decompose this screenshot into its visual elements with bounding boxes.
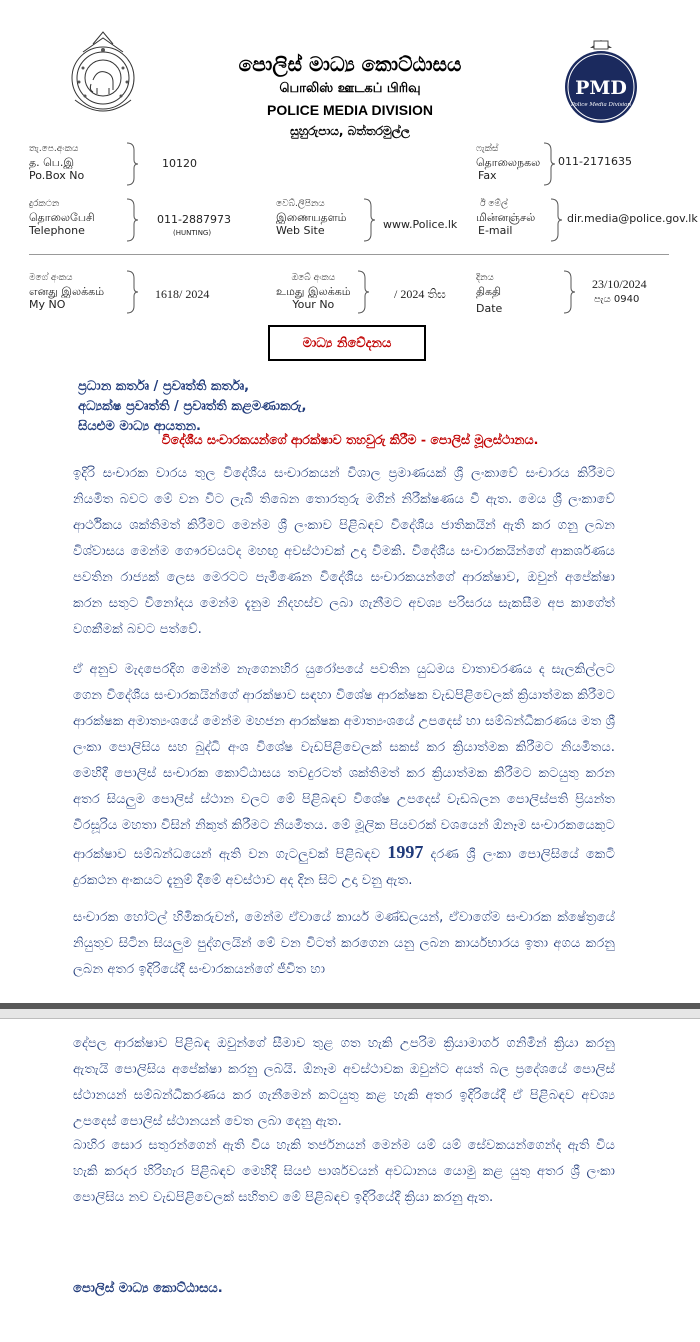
brace-icon: [549, 198, 563, 242]
signature-line: පොලිස් මාධ්‍ය කොට්ඨාසය.: [73, 1281, 223, 1296]
addressee-2: අධ්‍යක්ෂ ප්‍රවෘත්ති / ප්‍රවෘත්ති කළමණාකරු,: [78, 399, 307, 414]
pobox-label-en: Po.Box No: [29, 169, 85, 182]
myno-label-ta: எனது இலக்கம்: [29, 285, 105, 298]
phone-value: 011-2887973: [157, 213, 231, 226]
paragraph-2: [73, 657, 615, 894]
page-break-shadow: [0, 1003, 700, 1009]
phone-note: (HUNTING): [173, 229, 212, 237]
phone-label-en: Telephone: [29, 224, 85, 237]
yourno-value: / 2024 තිඝ: [394, 287, 446, 301]
email-value: dir.media@police.gov.lk: [567, 212, 698, 225]
document-page-2: [0, 1018, 700, 1342]
email-labels: [476, 198, 535, 237]
email-label-ta: மின்னஞ்சல்: [476, 211, 536, 224]
brace-icon: [125, 142, 139, 186]
paragraph-2-text-end: දරණ ශ්‍රී ලංකා පොලිසියේ කෙටි දුරකථන අංකයට දැනුම් දීමේ අවස්ථාව අද දින සිට උදා වනු ඇත.: [73, 847, 615, 888]
yourno-label-en: Your No: [292, 298, 335, 311]
notice-title: මාධ්‍ය නිවේදනය: [302, 335, 392, 351]
phone-label-si: දුරකථන: [29, 199, 60, 209]
pobox-label-ta: த. பெ.இ: [29, 156, 75, 169]
date-label-en: Date: [476, 302, 503, 315]
brace-icon: [562, 270, 576, 314]
web-label-en: Web Site: [276, 224, 325, 237]
pmd-logo-sub: Police Media Division: [570, 102, 632, 108]
brace-icon: [125, 198, 139, 242]
brace-icon: [542, 142, 556, 186]
pobox-label-si: තැ.පෙ.අංකය: [29, 144, 79, 154]
org-name-sinhala: පොලිස් මාධ්‍ය කොට්ඨාසය: [238, 52, 462, 76]
time-value: පැය 0940: [594, 294, 640, 305]
paragraph-4: බාහිර සොර සතුරන්ගෙන් ඇති විය හැකි තර්ජනයන් මෙන්ම යම් යම් සේවකයන්ගෙන්ද ඇති විය හැකි කරදර හිරිහැර පිළිබඳව මෙහිදී සියළු පාර්ශවයන් අවධානය යොමු කළ යුතු අතර ශ්‍රී ලංකා පොලිසිය නව වැඩපිළිවෙලක් සහිතව මේ පිළිබඳව ඉදිරියේදී ක්‍රියා කරනු ඇත.: [73, 1138, 615, 1205]
header-divider: [29, 254, 669, 255]
hotline-number: 1997: [387, 842, 424, 862]
phone-labels: [29, 198, 95, 237]
web-value: www.Police.lk: [383, 218, 458, 231]
fax-label-si: ෆැක්ස්: [476, 144, 499, 154]
date-labels: [476, 272, 502, 315]
paragraph-2-text: ඒ අනුව මැදපෙරදිග මෙන්ම නැගෙනහිර යුරෝපයේ පවතින යුධමය වාතාවරණය ද සැලකිල්ලට ගෙන විදේශීය සංචාරකයින්ගේ ආරක්ෂාව සඳහා විශේෂ ආරක්ෂක වැඩපිළිවෙලක් ක්‍රියාත්මක කිරීමට ආරක්ෂක අමාත්‍යංශයේ මෙන්ම මහජන ආරක්ෂක අමාත්‍යංශයේ උපදෙස් හා සම්බන්ධීකරණය මත ශ්‍රී ලංකා පොලිසිය සහ බුද්ධි අංශ විශේෂ වැඩපිළිවෙලක් සකස් කර ක්‍රියාත්මක කිරීමට නියමිතය. මෙහිදී පොලිස් සංචාරක කොට්ඨාසය තවදුරටත් ශක්තිමත් කර ක්‍රියාත්මක කිරීමට කටයුතු කරන අතර සියලුම පොලිස් ස්ථාන වලට මේ පිළිබඳව විශේෂ උපදෙස් වැඩබලන පොලිස්පති ප්‍රියන්ත වීරසූරිය මහතා විසින් නිකුත් කිරීමට නියමිතය. මේ මූලික පියවරක් වශයෙන් ඕනෑම සංචාරකයෙකුට ආරක්ෂාව සම්බන්ධයෙන් ඇති වන ගැටලුවක් පිළිබඳව: [73, 662, 615, 862]
pobox-value: 10120: [162, 157, 197, 170]
brace-icon: [356, 270, 370, 314]
date-value: 23/10/2024: [592, 277, 647, 291]
org-location: සුහුරුපාය, බත්තරමුල්ල: [290, 124, 410, 138]
fax-labels: [476, 143, 540, 182]
org-name-tamil: பொலிஸ் ஊடகப் பிரிவு: [279, 81, 421, 96]
web-label-ta: இணையதளம்: [276, 211, 347, 224]
yourno-label-ta: உமது இலக்கம்: [276, 285, 351, 298]
date-label-ta: திகதி: [476, 285, 502, 298]
paragraph-3-continued: දේපල ආරක්ෂාව පිළිබඳ ඔවුන්ගේ සීමාව තුළ ගත හැකි උපරිම ක්‍රියාමාර්ග ගනිමින් ක්‍රියා කරනු ඇතැයි පොලිසිය අපේක්ෂා කරනු ලබයි. ඕනෑම අවස්ථාවක ඔවුන්ට අයත් බල ප්‍රදේශයේ පොලිස් ස්ථානයන් සම්බන්ධීකරණය කර ගැනීමෙන් කටයුතු කළ හැකි අතර ඉදිරියේදී ඒ පිළිබඳව අවශ්‍ය උපදෙස් පොලිස් ස්ථානයන් වෙත ලබා දෙනු ඇත.: [73, 1036, 615, 1129]
myno-value: 1618/ 2024: [155, 287, 210, 301]
phone-label-ta: தொலைபேசி: [29, 211, 95, 224]
date-label-si: දිනය: [476, 273, 494, 283]
fax-label-ta: தொலைநகல: [476, 156, 541, 169]
notice-title-box: [268, 325, 426, 361]
brace-icon: [362, 198, 376, 242]
email-label-si: ඊ මේල්: [480, 199, 508, 209]
pobox-labels: [29, 143, 84, 182]
yourno-labels: [276, 272, 351, 311]
addressee-3: සියළුම මාධ්‍ය ආයතන.: [78, 419, 201, 434]
fax-label-en: Fax: [478, 169, 497, 182]
pmd-logo-icon: [560, 38, 642, 124]
myno-label-si: මගේ අංකය: [29, 273, 73, 283]
police-crest-icon: [63, 30, 143, 120]
addressee-1: ප්‍රධාන කර්තෘ / ප්‍රවෘත්ති කර්තෘ,: [78, 379, 250, 394]
yourno-label-si: ඔබේ අංකය: [291, 273, 336, 283]
org-name-english: POLICE MEDIA DIVISION: [267, 102, 433, 118]
subject-line: විදේශීය සංචාරකයන්ගේ ආරක්ෂාව තහවුරු කිරීම - පොලිස් මූලස්ථානය.: [161, 432, 539, 447]
email-label-en: E-mail: [478, 224, 513, 237]
myno-label-en: My NO: [29, 298, 66, 311]
brace-icon: [125, 270, 139, 314]
pmd-logo-label: PMD: [575, 77, 627, 99]
paragraph-1: ඉදිරි සංචාරක වාරය තුල විදේශීය සංචාරකයන් විශාල ප්‍රමාණයක් ශ්‍රී ලංකාවේ සංචාරය කිරීමට නියමිත බවට මේ වන විට ලැබී තිබෙන තොරතුරු මගින් නිරීක්ෂණය වී ඇත. මෙය ශ්‍රී ලංකාවේ ආර්ථිකය ශක්තිමත් කිරීමට මෙන්ම ශ්‍රී ලංකාව පිළිබඳව විදේශීය ජාතිකයින් ඇති කර ගනු ලබන විශ්වාසය මෙන්ම ගෞරවයටද මහඟු අවස්ථාවක් උදා විමකි. විදේශීය සංචාරකයින්ගේ ආකර්ශණය පවතින රාජ්‍යක් ලෙස මෙරටට පැමිණෙන විදේශීය සංචාරකයන්ගේ ආරක්ෂාව, ඔවුන් අපේක්ෂා කරන සතුට විනෝදය මෙන්ම දැනුම නිදහස්ව ලබා ගැනීමට අවශ්‍ය පරිසරය සැකසීම අප කාගේත් වගකීමක් බවට පත්වේ.: [73, 466, 615, 637]
paragraph-3: සංචාරක හෝටල් හිමිකරුවන්, මෙන්ම ඒවායේ කාර්ය මණ්ඩලයන්, ඒවාගේම සංචාරක ක්ෂේත්‍රයේ නියුතුව සිටින සියලුම පුද්ගලයින් මේ වන විටත් කරගෙන යනු ලබන කාර්යභාරය ඉතා අගය කරනු ලබන අතර ඉදිරියේදී සංචාරකයන්ගේ ජීවිත හා: [73, 910, 615, 977]
fax-value: 011-2171635: [558, 155, 632, 168]
myno-labels: [29, 272, 104, 311]
web-label-si: වෙබ්.ලිපිනය: [276, 199, 325, 209]
web-labels: [276, 198, 346, 237]
